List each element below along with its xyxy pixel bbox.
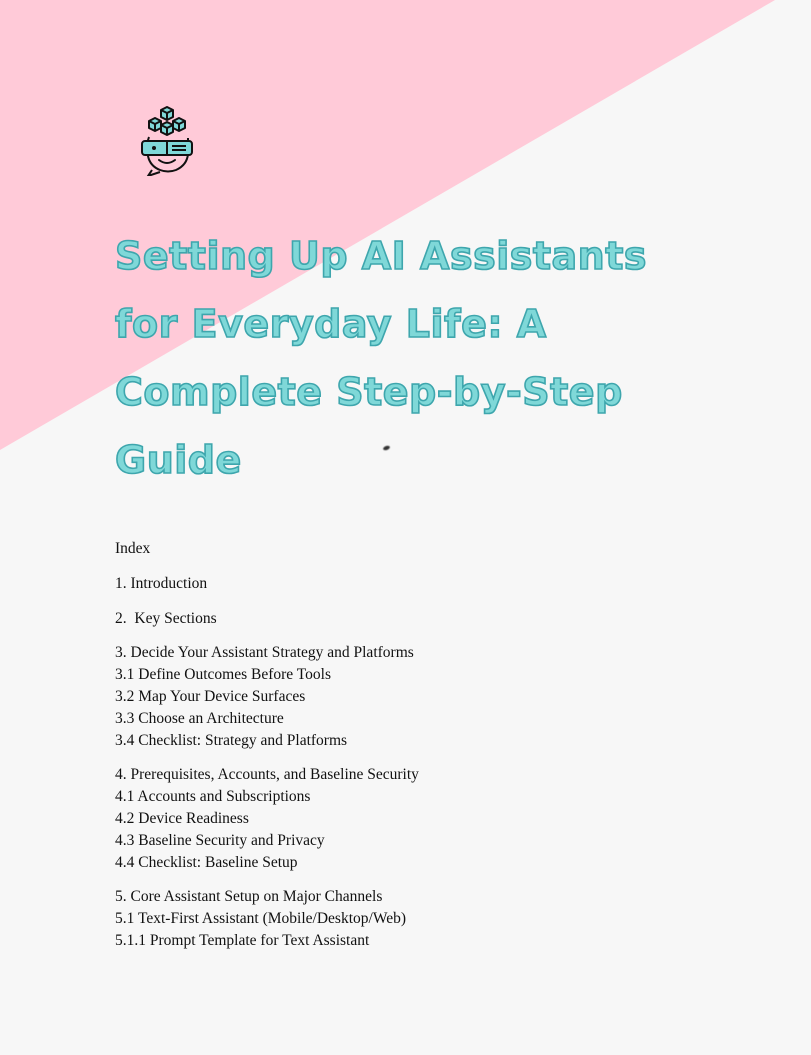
toc-item: 5.1.1 Prompt Template for Text Assistant: [115, 931, 370, 949]
toc-item: 4. Prerequisites, Accounts, and Baseline Security: [115, 766, 419, 784]
toc-item: 2. Key Sections: [115, 609, 217, 627]
toc-item: 4.3 Baseline Security and Privacy: [115, 831, 325, 849]
toc-item: 3.4 Checklist: Strategy and Platforms: [115, 731, 348, 749]
table-of-contents: [115, 538, 419, 952]
toc-item: 1. Introduction: [115, 574, 208, 592]
toc-item: 3.1 Define Outcomes Before Tools: [115, 666, 332, 684]
title-line: Complete Step-by-Step: [115, 370, 623, 414]
toc-item: 4.4 Checklist: Baseline Setup: [115, 853, 298, 871]
toc-item: 3.3 Choose an Architecture: [115, 709, 284, 727]
title-line: for Everyday Life: A: [115, 302, 547, 346]
toc-item: 3. Decide Your Assistant Strategy and Platforms: [115, 644, 414, 662]
toc-item: 5.1 Text-First Assistant (Mobile/Desktop/Web): [115, 910, 407, 928]
title-line: Setting Up AI Assistants: [115, 234, 647, 278]
toc-item: 3.2 Map Your Device Surfaces: [115, 687, 306, 705]
title-line: Guide: [115, 438, 242, 482]
toc-item: 5. Core Assistant Setup on Major Channels: [115, 888, 383, 906]
document-title: [115, 222, 715, 494]
robot-chat-icon: [138, 104, 196, 176]
toc-item: 4.2 Device Readiness: [115, 809, 249, 827]
toc-index-label: Index: [115, 540, 151, 557]
toc-item: 4.1 Accounts and Subscriptions: [115, 788, 311, 806]
